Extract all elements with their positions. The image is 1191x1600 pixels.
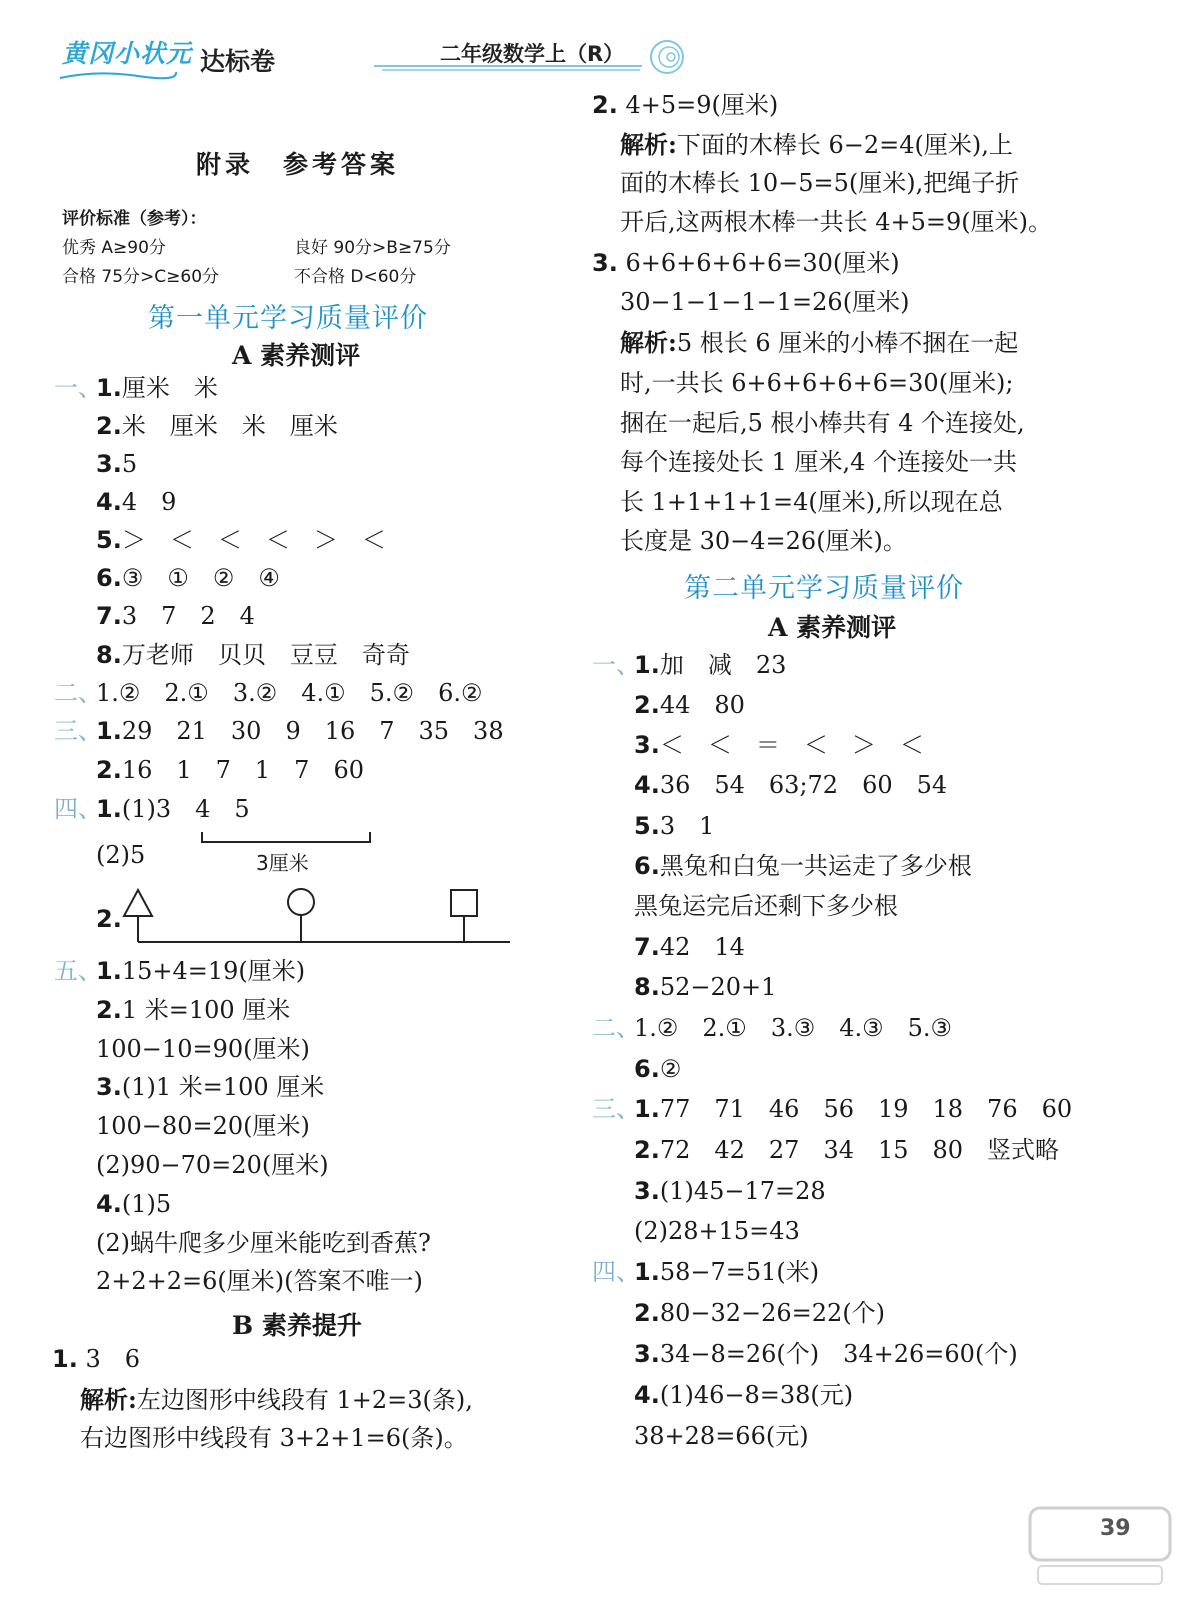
segment-diagram	[200, 830, 372, 850]
question-number: 3.	[634, 731, 660, 759]
question-number: 4.	[96, 1190, 122, 1218]
segment-label: 3厘米	[256, 851, 309, 875]
answer-line	[54, 678, 482, 708]
section-number: 一、	[592, 651, 640, 679]
answer-text: 34−8=26(个) 34+26=60(个)	[659, 1340, 1018, 1368]
unit1-title: 第一单元学习质量评价	[148, 303, 428, 334]
circle-icon	[288, 889, 314, 915]
shapes-on-line-diagram	[118, 884, 513, 948]
subject-title: 二年级数学上（R）	[440, 42, 625, 66]
criteria-pass: 合格 75分>C≥60分	[62, 267, 220, 287]
answer-text: 58−7=51(米)	[659, 1258, 820, 1286]
answer-line	[54, 449, 137, 479]
answer-text: 米 厘米 米 厘米	[121, 412, 338, 440]
unit2-part-a: A 素养测评	[768, 613, 897, 642]
question-number: 3.	[96, 450, 122, 478]
r-q2-analysis-1: 解析:下面的木棒长 6−2=4(厘米),上	[620, 130, 1013, 159]
question-number: 2.	[634, 1136, 660, 1164]
question-number: 7.	[96, 602, 122, 630]
watermark-icon	[1020, 1500, 1180, 1590]
answer-line	[592, 1013, 952, 1043]
answer-line	[592, 891, 898, 921]
answer-line	[54, 840, 145, 870]
r-q2-analysis-3: 开后,这两根木棒一共长 4+5=9(厘米)。	[620, 208, 1053, 236]
unit1-part-b: B 素养提升	[232, 1311, 362, 1340]
answer-line	[54, 563, 280, 593]
question-number: 6.	[96, 564, 122, 592]
answer-line	[54, 640, 410, 670]
b1-analysis-1: 解析:左边图形中线段有 1+2=3(条),	[80, 1385, 473, 1414]
answer-line	[592, 1054, 681, 1084]
answer-text: ②	[659, 1055, 682, 1083]
answer-text: 100−10=90(厘米)	[96, 1035, 310, 1063]
question-number: 1.	[96, 717, 122, 745]
section-number: 三、	[592, 1095, 640, 1123]
criteria-excellent: 优秀 A≥90分	[62, 238, 166, 258]
answer-line	[592, 1135, 1059, 1165]
answer-text: 4 9	[121, 488, 177, 516]
answer-text: 加 减 23	[659, 651, 787, 679]
answer-text: (2)5	[96, 841, 146, 869]
section-number: 四、	[592, 1258, 640, 1286]
answer-line	[54, 1111, 310, 1141]
question-number: 1.	[634, 651, 660, 679]
answer-text: 1.② 2.① 3.② 4.① 5.② 6.②	[96, 679, 483, 707]
question-number: 1.	[96, 795, 122, 823]
answer-text: 36 54 63;72 60 54	[659, 771, 948, 799]
question-number: 4.	[634, 771, 660, 799]
answer-text: 72 42 27 34 15 80 竖式略	[659, 1136, 1060, 1164]
unit2-title: 第二单元学习质量评价	[684, 573, 964, 604]
answer-line	[592, 730, 924, 760]
answer-line	[592, 690, 745, 720]
answer-line	[592, 1339, 1018, 1369]
answer-line	[592, 1257, 819, 1287]
question-number: 4.	[96, 488, 122, 516]
square-icon	[451, 890, 477, 916]
section-number: 二、	[592, 1014, 640, 1042]
answer-text: 2+2+2=6(厘米)(答案不唯一)	[96, 1267, 423, 1295]
b1-analysis-2: 右边图形中线段有 3+2+1=6(条)。	[80, 1424, 468, 1452]
criteria-fail: 不合格 D<60分	[294, 267, 417, 287]
unit1-part-a: A 素养测评	[232, 341, 361, 370]
r-q3-b: 30−1−1−1−1=26(厘米)	[620, 288, 910, 316]
answer-line	[54, 601, 255, 631]
question-number: 1.	[634, 1258, 660, 1286]
question-number: 3.	[96, 1073, 122, 1101]
answer-text: 29 21 30 9 16 7 35 38	[121, 717, 504, 745]
answer-line	[54, 1034, 310, 1064]
page-number: 39	[1100, 1516, 1131, 1541]
appendix-title: 附录 参考答案	[196, 150, 400, 179]
answer-text: 38+28=66(元)	[634, 1422, 809, 1450]
answer-line	[54, 995, 290, 1025]
answer-text: (1)45−17=28	[659, 1177, 826, 1205]
answer-line	[54, 716, 504, 746]
question-number: 5.	[634, 812, 660, 840]
r-q3-analysis-6: 长度是 30−4=26(厘米)。	[620, 527, 907, 555]
question-number: 1.	[96, 957, 122, 985]
r-q3-analysis-5: 长 1+1+1+1=4(厘米),所以现在总	[620, 488, 1003, 516]
question-number: 6.	[634, 1055, 660, 1083]
b1-answer: 1. 3 6	[52, 1345, 141, 1373]
answer-text: (2)蜗牛爬多少厘米能吃到香蕉?	[96, 1229, 431, 1257]
logo-swash-icon	[58, 68, 178, 82]
answer-line	[592, 1094, 1072, 1124]
answer-text: 黑兔运完后还剩下多少根	[634, 892, 898, 920]
answer-text: (2)90−70=20(厘米)	[96, 1151, 329, 1179]
answer-text: 3 7 2 4	[121, 602, 255, 630]
answer-line	[54, 956, 305, 986]
answer-text: 77 71 46 56 19 18 76 60	[659, 1095, 1073, 1123]
r-q3-analysis-4: 每个连接处长 1 厘米,4 个连接处一共	[620, 448, 1018, 476]
answer-text: 1 米=100 厘米	[121, 996, 291, 1024]
answer-line	[592, 650, 786, 680]
answer-text: (2)28+15=43	[634, 1217, 800, 1245]
answer-line	[592, 1380, 853, 1410]
answer-line	[54, 487, 176, 517]
answer-line	[592, 1216, 800, 1246]
answer-text: 万老师 贝贝 豆豆 奇奇	[121, 641, 410, 669]
answer-text: (1)3 4 5	[121, 795, 250, 823]
answer-text: 44 80	[659, 691, 745, 719]
answer-line	[54, 904, 122, 934]
criteria-good: 良好 90分>B≥75分	[294, 238, 451, 258]
answer-line	[54, 1228, 431, 1258]
section-number: 三、	[54, 717, 102, 745]
answer-text: 1.② 2.① 3.③ 4.③ 5.③	[634, 1014, 953, 1042]
question-number: 2.	[96, 756, 122, 784]
answer-line	[54, 411, 338, 441]
answer-line	[592, 1176, 826, 1206]
answer-line	[54, 1150, 329, 1180]
question-number: 8.	[634, 973, 660, 1001]
answer-text: 100−80=20(厘米)	[96, 1112, 310, 1140]
answer-line	[54, 1189, 171, 1219]
question-number: 3.	[634, 1177, 660, 1205]
brand-logo: 黄冈小状元	[62, 39, 193, 68]
question-number: 3.	[634, 1340, 660, 1368]
answer-line	[54, 373, 218, 403]
answer-text: 42 14	[659, 933, 745, 961]
r-q2: 2. 4+5=9(厘米)	[592, 91, 779, 119]
answer-text: 3 1	[659, 812, 715, 840]
answer-text: ③ ① ② ④	[121, 564, 280, 592]
answer-line	[592, 851, 972, 881]
question-number: 4.	[634, 1381, 660, 1409]
question-number: 7.	[634, 933, 660, 961]
page-header	[0, 0, 1191, 90]
answer-text: (1)46−8=38(元)	[659, 1381, 854, 1409]
section-number: 五、	[54, 957, 102, 985]
answer-text: 52−20+1	[659, 973, 777, 1001]
answer-line	[54, 525, 386, 555]
question-number: 2.	[96, 996, 122, 1024]
question-number: 1.	[96, 374, 122, 402]
answer-text: (1)5	[121, 1190, 172, 1218]
question-number: 2.	[96, 905, 122, 933]
answer-line	[592, 972, 776, 1002]
r-q3-analysis-1: 解析:5 根长 6 厘米的小棒不捆在一起	[620, 328, 1019, 357]
answer-text: 黑兔和白兔一共运走了多少根	[659, 852, 972, 880]
answer-line	[54, 1072, 324, 1102]
section-number: 二、	[54, 679, 102, 707]
criteria-label: 评价标准（参考）：	[62, 209, 207, 229]
question-number: 5.	[96, 526, 122, 554]
answer-text: 5	[121, 450, 138, 478]
r-q3-analysis-3: 捆在一起后,5 根小棒共有 4 个连接处,	[620, 409, 1025, 437]
question-number: 6.	[634, 852, 660, 880]
question-number: 8.	[96, 641, 122, 669]
answer-line	[592, 1298, 885, 1328]
answer-line	[54, 794, 250, 824]
answer-line	[592, 932, 745, 962]
answer-line	[592, 811, 714, 841]
answer-text: ＜ ＜ ＝ ＜ ＞ ＜	[659, 731, 924, 759]
answer-text: (1)1 米=100 厘米	[121, 1073, 325, 1101]
question-number: 2.	[96, 412, 122, 440]
answer-text: ＞ ＜ ＜ ＜ ＞ ＜	[121, 526, 386, 554]
question-number: 2.	[634, 691, 660, 719]
answer-text: 16 1 7 1 7 60	[121, 756, 364, 784]
answer-text: 厘米 米	[121, 374, 218, 402]
question-number: 2.	[634, 1299, 660, 1327]
question-number: 1.	[634, 1095, 660, 1123]
r-q2-analysis-2: 面的木棒长 10−5=5(厘米),把绳子折	[620, 169, 1020, 197]
section-number: 四、	[54, 795, 102, 823]
answer-text: 15+4=19(厘米)	[121, 957, 306, 985]
answer-line	[54, 1266, 423, 1296]
answer-line	[592, 770, 947, 800]
r-q3-analysis-2: 时,一共长 6+6+6+6+6=30(厘米);	[620, 369, 1014, 397]
answer-text: 80−32−26=22(个)	[659, 1299, 886, 1327]
r-q3: 3. 6+6+6+6+6=30(厘米)	[592, 249, 900, 277]
triangle-icon	[124, 890, 152, 916]
series-title: 达标卷	[200, 47, 276, 76]
answer-line	[54, 755, 364, 785]
answer-line	[592, 1421, 809, 1451]
section-number: 一、	[54, 374, 102, 402]
